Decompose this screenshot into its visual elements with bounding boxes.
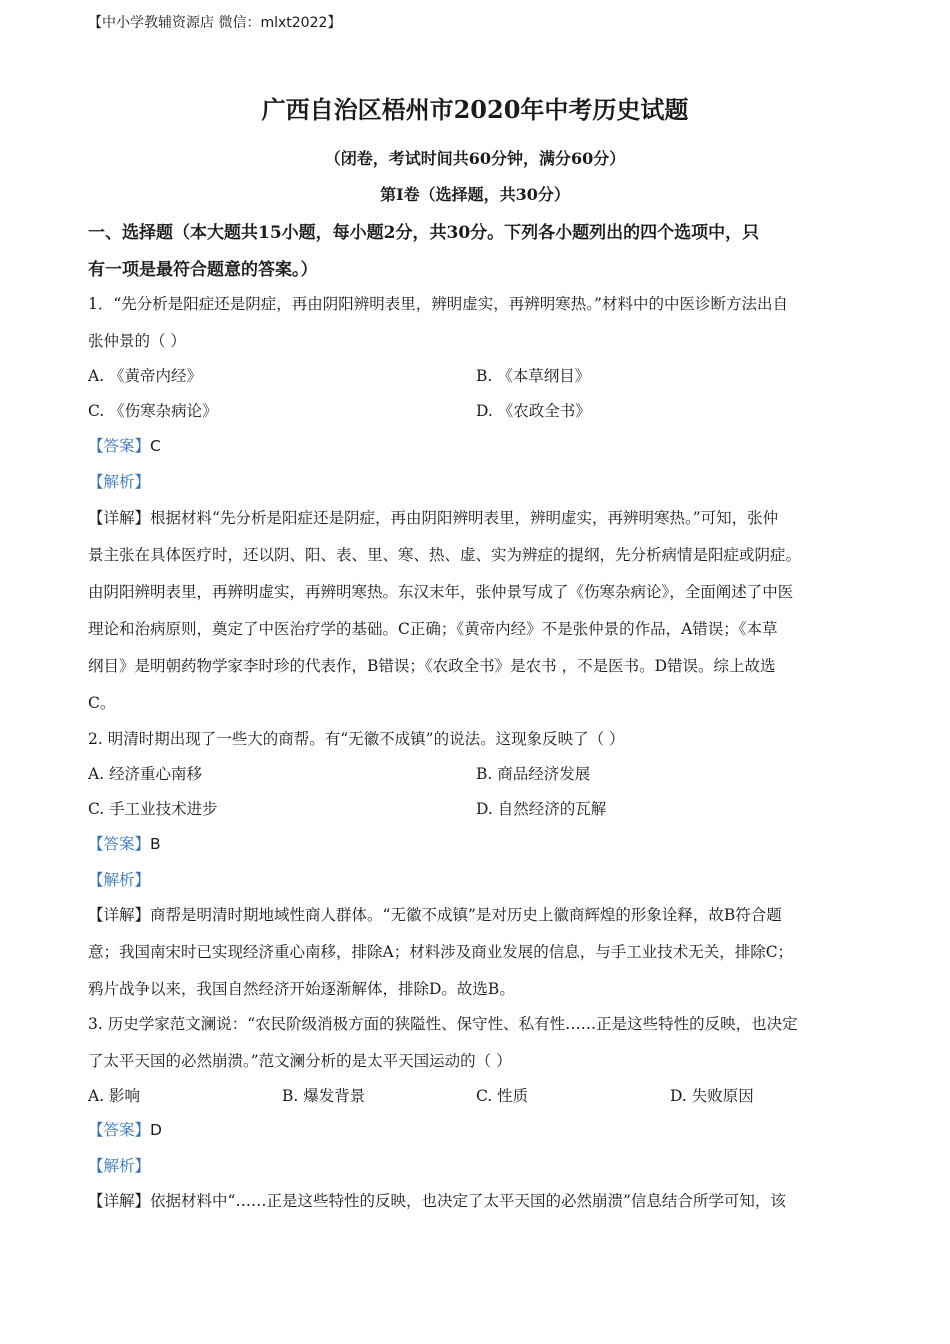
q3-option-a: A. 影响 xyxy=(88,1087,141,1105)
q3-option-c: C. 性质 xyxy=(476,1087,529,1105)
q3-detail-line1 xyxy=(88,1189,868,1211)
part-heading: 第Ⅰ卷（选择题，共30分） xyxy=(380,185,570,204)
q1-stem-line1: 1．“先分析是阳症还是阴症，再由阴阳辨明表里，辨明虚实，再辨明寒热。”材料中的中医诊断方法出自 xyxy=(88,295,788,313)
header-note: 【中小学教辅资源店 微信：mlxt2022】 xyxy=(88,15,342,31)
page-title: 广西自治区梧州市2020年中考历史试题 xyxy=(261,95,689,124)
q2-detail-line1 xyxy=(88,903,868,925)
q2-analysis xyxy=(88,868,868,890)
q1-detail-line4: 理论和治病原则，奠定了中医治疗学的基础。C正确；《黄帝内经》不是张仲景的作品，A错误；《本草 xyxy=(88,620,778,638)
q2-detail-text: 商帮是明清时期地域性商人群体。“无徽不成镇”是对历史上徽商辉煌的形象诠释，故B符合题 xyxy=(150,906,782,924)
section-heading-line1: 一、选择题（本大题共15小题，每小题2分，共30分。下列各小题列出的四个选项中，只 xyxy=(88,223,760,243)
q3-stem-line2: 了太平天国的必然崩溃。”范文澜分析的是太平天国运动的（ ） xyxy=(88,1052,512,1070)
q2-stem-line1: 2. 明清时期出现了一些大的商帮。有“无徽不成镇”的说法。这现象反映了（ ） xyxy=(88,730,625,748)
detail-label: 【详解】 xyxy=(88,509,151,527)
section-heading-line2: 有一项是最符合题意的答案。） xyxy=(88,260,318,280)
q2-detail-line3: 鸦片战争以来，我国自然经济开始逐渐解体，排除D。故选B。 xyxy=(88,980,515,998)
q1-option-a: A. 《黄帝内经》 xyxy=(88,367,203,385)
q1-detail-line2: 景主张在具体医疗时，还以阴、阳、表、里、寒、热、虚、实为辨症的提纲，先分析病情是阳症或阴症。 xyxy=(88,546,802,564)
q1-detail-line6: C。 xyxy=(88,694,116,712)
answer-label: 【答案】 xyxy=(88,835,151,853)
answer-label: 【答案】 xyxy=(88,437,151,455)
q3-detail-text: 依据材料中“……正是这些特性的反映，也决定了太平天国的必然崩溃”信息结合所学可知，该 xyxy=(150,1192,786,1210)
q3-answer xyxy=(88,1118,868,1140)
q3-option-d: D. 失败原因 xyxy=(670,1087,754,1105)
q1-option-b: B. 《本草纲目》 xyxy=(476,367,591,385)
q2-option-a: A. 经济重心南移 xyxy=(88,765,203,783)
q2-answer xyxy=(88,832,868,854)
analysis-label: 【解析】 xyxy=(88,871,151,889)
detail-label: 【详解】 xyxy=(88,906,151,924)
q3-stem-line1: 3. 历史学家范文澜说：“农民阶级消极方面的狭隘性、保守性、私有性……正是这些特性的反映，也决定 xyxy=(88,1015,798,1033)
q1-stem-line2: 张仲景的（ ） xyxy=(88,332,186,350)
q2-option-d: D. 自然经济的瓦解 xyxy=(476,800,607,818)
detail-label: 【详解】 xyxy=(88,1192,151,1210)
q1-answer-value: C xyxy=(150,437,161,455)
q1-detail-text: 根据材料“先分析是阳症还是阴症，再由阴阳辨明表里，辨明虚实，再辨明寒热。”可知，张仲 xyxy=(150,509,779,527)
q2-option-c: C. 手工业技术进步 xyxy=(88,800,218,818)
q2-option-b: B. 商品经济发展 xyxy=(476,765,591,783)
q1-answer xyxy=(88,434,868,456)
answer-label: 【答案】 xyxy=(88,1121,151,1139)
q1-analysis xyxy=(88,470,868,492)
q3-analysis xyxy=(88,1154,868,1176)
analysis-label: 【解析】 xyxy=(88,1157,151,1175)
q1-detail-line3: 由阴阳辨明表里，再辨明虚实，再辨明寒热。东汉末年，张仲景写成了《伤寒杂病论》，全面阐述了中医 xyxy=(88,583,794,601)
q1-option-d: D. 《农政全书》 xyxy=(476,402,591,420)
q1-option-c: C. 《伤寒杂病论》 xyxy=(88,402,218,420)
q1-detail-line1 xyxy=(88,506,868,528)
q2-detail-line2: 意；我国南宋时已实现经济重心南移，排除A；材料涉及商业发展的信息，与手工业技术无关，排除C； xyxy=(88,943,794,961)
q1-detail-line5: 纲目》是明朝药物学家李时珍的代表作，B错误；《农政全书》是农书 ，不是医书。D错误。综上故选 xyxy=(88,657,776,675)
exam-subtitle: （闭卷，考试时间共60分钟，满分60分） xyxy=(324,149,626,168)
analysis-label: 【解析】 xyxy=(88,473,151,491)
q3-option-b: B. 爆发背景 xyxy=(282,1087,366,1105)
q3-answer-value: D xyxy=(150,1121,162,1139)
q2-answer-value: B xyxy=(150,835,161,853)
